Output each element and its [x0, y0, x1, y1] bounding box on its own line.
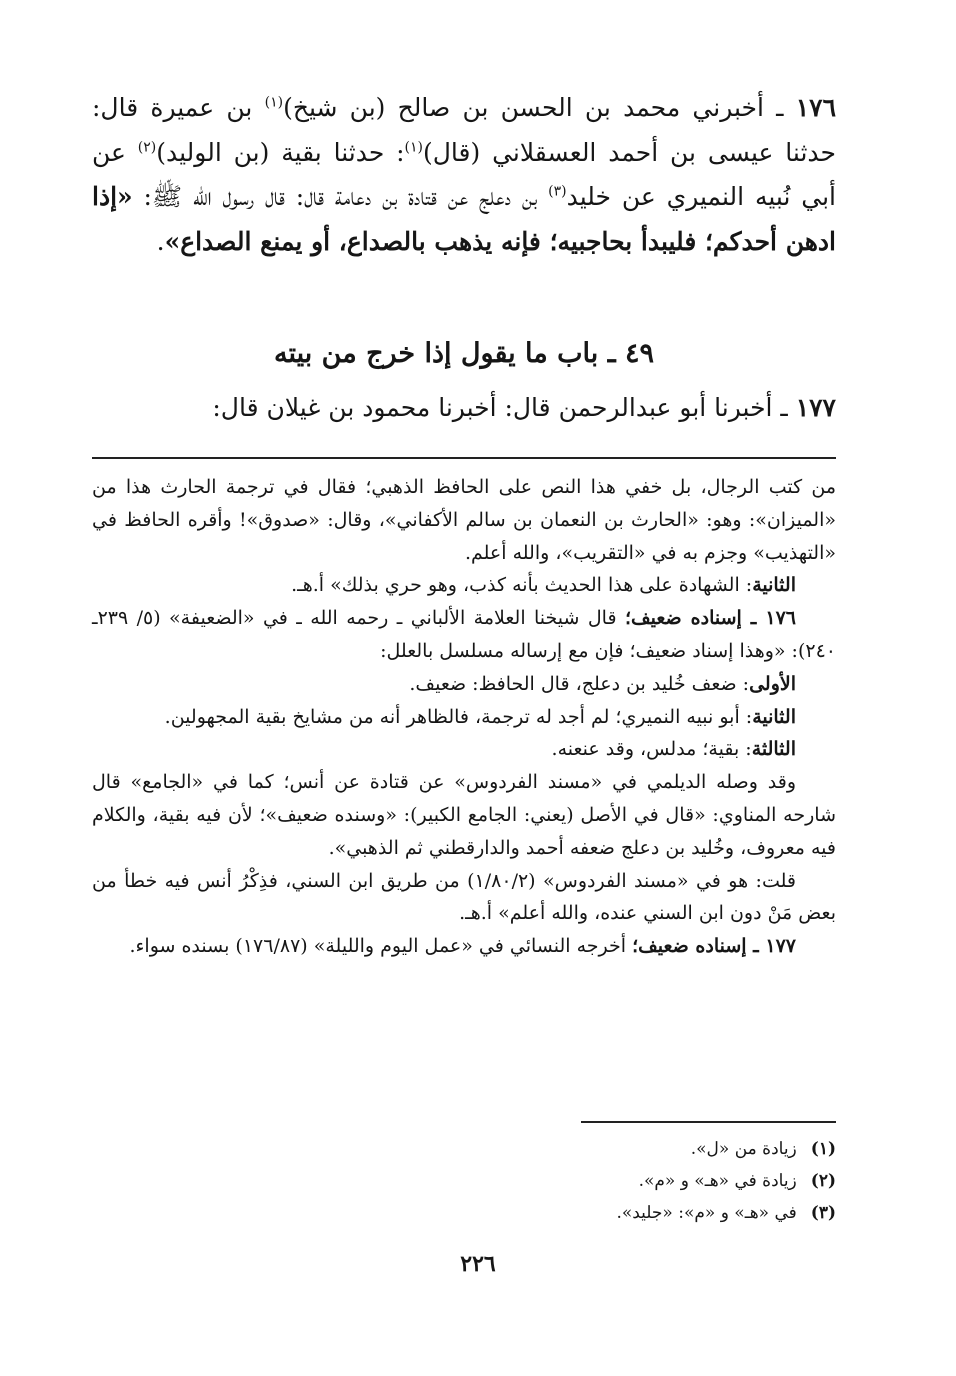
footnote-ref: (١): [404, 139, 424, 156]
note-label: الأولى: [749, 672, 796, 695]
hadith-176-paragraph: [92, 86, 836, 264]
footnote-ref: (١): [264, 94, 284, 111]
note-paragraph: [92, 569, 836, 602]
footnote: [336, 1197, 836, 1229]
chapter-heading: ٤٩ ـ باب ما يقول إذا خرج من بيته: [273, 338, 655, 369]
footnote-ref: (٢): [137, 139, 157, 156]
footnote-text: زيادة في «هـ» و «م».: [638, 1171, 797, 1191]
hadith-text: ـ أخبرنا أبو عبدالرحمن قال: أخبرنا محمود بن غيلان قال:: [212, 393, 796, 422]
prophetic-quote: «إذا ادهن أحدكم؛ فليبدأ بحاجبيه؛ فإنه يذهب بالصداع، أو يمنع الصداع»: [92, 182, 836, 256]
note-label: ١٧٧ ـ إسناده ضعيف؛: [632, 935, 796, 958]
note-text: قال شيخنا العلامة الألباني ـ رحمه الله ـ في «الضعيفة» (٥/ ٢٣٩ـ ٢٤٠): «وهذا إسناد ضعيف؛ فإن مع إرساله مسلسل بالعلل:: [92, 607, 836, 662]
note-paragraph: وقد وصله الديلمي في «مسند الفردوس» عن قتادة عن أنس؛ كما في «الجامع» قال شارحه المناوي: «قال في الأصل (يعني: الجامع الكبير): «وسنده ضعيف»؛ لأن فيه بقية، والكلام فيه معروف، وخُليد بن دعلج ضعفه أحمد والدارقطني ثم الذهبي».: [92, 771, 836, 859]
footnote: [336, 1133, 836, 1165]
note-paragraph: [92, 701, 836, 734]
note-label: الثانية: [752, 574, 796, 597]
note-paragraph: [92, 602, 836, 668]
commentary-notes: [92, 471, 836, 963]
footnote-text: زيادة من «ل».: [690, 1139, 797, 1159]
footnote-number: (١): [810, 1139, 836, 1159]
note-text: : ضعف خُليد بن دعلج، قال الحافظ: ضعيف.: [409, 672, 750, 695]
hadith-176: [92, 86, 836, 264]
hadith-text: .: [156, 226, 165, 256]
hadith-text: بن دعلج عن قتادة بن دعامة قال: قال رسول الله ﷺ:: [132, 182, 549, 211]
note-label: الثانية: [752, 705, 796, 728]
footnotes-divider: [581, 1121, 836, 1123]
hadith-text: : حدثنا بقية (بن الوليد): [156, 137, 405, 167]
footnote: [336, 1165, 836, 1197]
note-label: ١٧٦ ـ إسناده ضعيف؛: [624, 607, 796, 630]
page-number: ٢٢٦: [460, 1251, 496, 1277]
note-paragraph: [92, 733, 836, 766]
footnote-ref: (٣): [548, 183, 567, 200]
hadith-number: ١٧٦: [795, 93, 837, 122]
note-paragraph: قلت: هو في «مسند الفردوس» (١/٨٠/٢) من طريق ابن السني، فذِكْرُ أنس فيه خطأ من بعض مَنْ دون ابن السني عنده، والله أعلم» أ.هـ.: [92, 869, 836, 925]
note-paragraph: [92, 930, 836, 963]
footnote-number: (٢): [810, 1171, 836, 1191]
note-label: الثالثة: [751, 738, 796, 761]
hadith-177: [92, 386, 836, 430]
hadith-text: بن عميرة قال: حدثنا عيسى بن أحمد العسقلاني (قال): [92, 93, 836, 167]
hadith-number: ١٧٧: [795, 393, 836, 422]
notes-divider: [92, 457, 836, 459]
hadith-text: ـ أخبرني محمد بن الحسن بن صالح (بن شيخ): [283, 93, 796, 122]
footnote-text: في «هـ» و «م»: «جليد».: [616, 1203, 797, 1223]
hadith-text: عن أبي نُبيه النميري عن خليد: [92, 137, 836, 211]
footnote-number: (٣): [810, 1203, 836, 1223]
note-text: أخرجه النسائي في «عمل اليوم والليلة» (١٧٦/٨٧) بسنده سواء.: [129, 935, 633, 958]
note-text: : أبو نبيه النميري؛ لم أجد له ترجمة، فالظاهر أنه من مشايخ بقية المجهولين.: [164, 705, 753, 728]
footnotes: [336, 1133, 836, 1229]
note-text: : بقية؛ مدلس، وقد عنعنه.: [551, 738, 752, 761]
note-paragraph: [92, 668, 836, 701]
note-paragraph: من كتب الرجال، بل خفي هذا النص على الحافظ الذهبي؛ فقال في ترجمة الحارث هذا من «الميزان»: وهو: «الحارث بن النعمان بن سالم الأكفاني»، وقال: «صدوق»! وأقره الحافظ في «التهذيب» وجزم به في «التقريب»، والله أعلم.: [92, 476, 836, 564]
note-text: : الشهادة على هذا الحديث بأنه كذب، وهو حري بذلك» أ.هـ.: [291, 574, 753, 597]
